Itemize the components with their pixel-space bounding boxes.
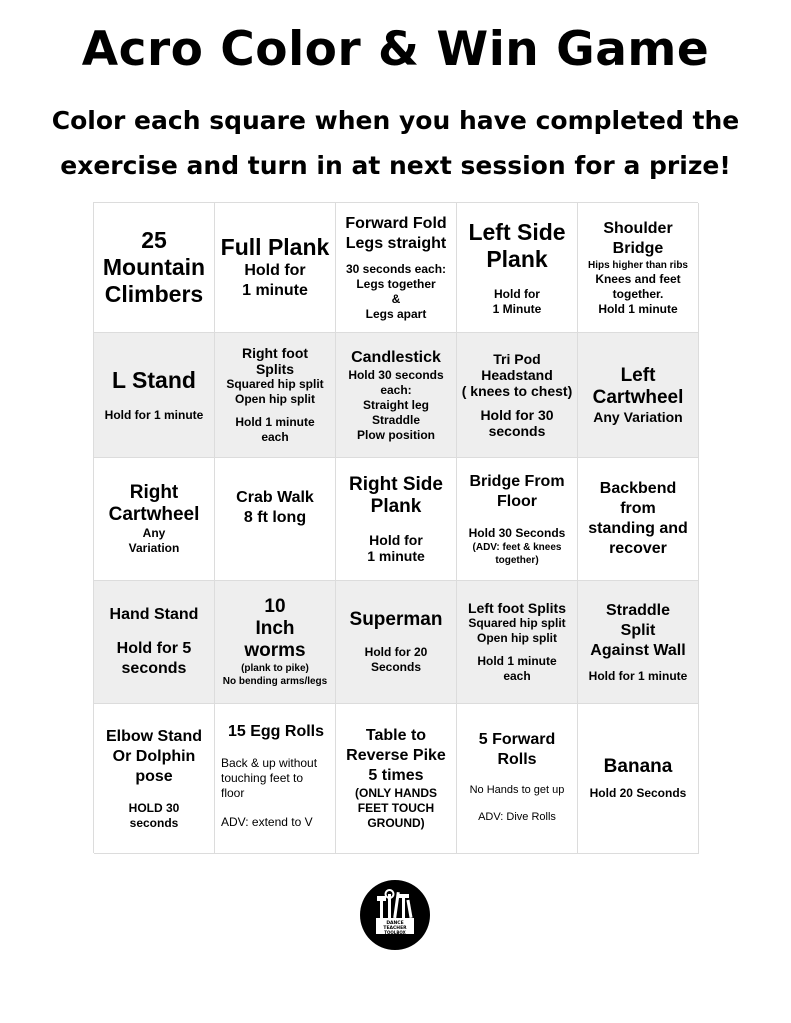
square-title: Table to Reverse Pike 5 times <box>346 727 446 784</box>
square-detail: Hold for 1 minute <box>588 668 688 683</box>
square-detail: Any Variation <box>128 526 180 555</box>
square-detail: HOLD 30 seconds <box>128 800 180 830</box>
square-mountain-climbers[interactable] <box>94 203 215 333</box>
square-detail: Hold 1 minute each <box>477 654 557 683</box>
square-title: Tri Pod Headstand ( knees to chest) <box>461 351 573 399</box>
square-left-side-plank[interactable] <box>457 203 578 333</box>
square-title: Crab Walk 8 ft long <box>236 489 314 526</box>
square-forward-rolls[interactable] <box>457 704 578 854</box>
square-title: 25 Mountain Climbers <box>102 227 206 307</box>
square-detail: Knees and feet together. Hold 1 minute <box>595 271 681 316</box>
square-title: 15 Egg Rolls <box>227 723 325 740</box>
square-title: Shoulder Bridge <box>603 219 673 257</box>
square-detail: Hold 30 seconds each: Straight leg Straddle Plow position <box>348 367 444 442</box>
square-title: Right foot Splits <box>241 345 309 377</box>
logo-text-line3: TOOLBOX <box>384 930 406 935</box>
square-forward-fold[interactable] <box>336 203 457 333</box>
square-title: Backbend from standing and recover <box>588 480 688 557</box>
square-note: (ADV: feet & knees together) <box>472 541 562 566</box>
square-title: Bridge From Floor <box>469 472 565 510</box>
square-detail: Squared hip split Open hip split <box>226 377 324 406</box>
square-superman[interactable] <box>336 581 457 704</box>
square-detail: Hold for 30 seconds <box>480 407 554 439</box>
square-detail: Hold for 1 minute <box>242 262 308 299</box>
square-shoulder-bridge[interactable] <box>578 203 699 333</box>
square-right-cartwheel[interactable] <box>94 458 215 581</box>
square-detail: Back & up without touching feet to floor <box>221 756 318 800</box>
square-detail: Hold 30 Seconds <box>468 525 566 540</box>
square-title: Superman <box>349 609 443 630</box>
square-title: Left Side Plank <box>468 218 566 272</box>
logo-text-line1: DANCE <box>386 921 404 926</box>
square-title: Right Cartwheel <box>108 482 200 525</box>
square-bridge-from-floor[interactable] <box>457 458 578 581</box>
square-left-foot-splits[interactable] <box>457 581 578 704</box>
square-detail: Squared hip split Open hip split <box>468 616 566 645</box>
square-title: Full Plank <box>220 234 330 260</box>
square-detail: Hold 1 minute each <box>235 415 315 444</box>
dance-teacher-toolbox-logo <box>360 880 430 950</box>
square-detail: Hold 20 Seconds <box>589 786 687 800</box>
square-inch-worms[interactable] <box>215 581 336 704</box>
square-title: 5 Forward Rolls <box>478 731 556 768</box>
square-title: Hand Stand <box>109 606 199 623</box>
square-banana[interactable] <box>578 704 699 854</box>
square-title: Straddle Split Against Wall <box>590 601 686 659</box>
square-detail: Hold for 20 Seconds <box>364 645 428 674</box>
square-tripod-headstand[interactable] <box>457 333 578 458</box>
square-detail: 30 seconds each: Legs together & Legs apart <box>345 261 447 321</box>
square-detail: (ONLY HANDS FEET TOUCH GROUND) <box>354 786 437 830</box>
square-egg-rolls[interactable] <box>215 704 336 854</box>
square-backbend[interactable] <box>578 458 699 581</box>
square-detail: Hold for 1 Minute <box>492 286 542 316</box>
square-detail: Any Variation <box>593 409 683 425</box>
square-title: Elbow Stand Or Dolphin pose <box>106 727 202 785</box>
square-title: Forward Fold Legs straight <box>345 214 447 252</box>
square-title: Right Side Plank <box>349 474 443 517</box>
square-table-to-reverse-pike[interactable] <box>336 704 457 854</box>
square-detail: ADV: extend to V <box>221 815 313 829</box>
square-hand-stand[interactable] <box>94 581 215 704</box>
square-detail: Hold for 1 minute <box>104 408 204 422</box>
square-candlestick[interactable] <box>336 333 457 458</box>
logo-text-line2: TEACHER <box>383 926 407 931</box>
square-detail: Hold for 1 minute <box>367 532 425 564</box>
square-title: Left foot Splits <box>468 600 566 616</box>
square-detail: ADV: Dive Rolls <box>478 811 556 823</box>
square-l-stand[interactable] <box>94 333 215 458</box>
square-crab-walk[interactable] <box>215 458 336 581</box>
bingo-grid <box>93 202 698 853</box>
square-title: Candlestick <box>351 348 441 366</box>
square-title: L Stand <box>112 367 196 393</box>
square-full-plank[interactable] <box>215 203 336 333</box>
square-right-side-plank[interactable] <box>336 458 457 581</box>
square-title: Banana <box>603 756 673 777</box>
square-detail: (plank to pike) No bending arms/legs <box>222 663 328 687</box>
square-left-cartwheel[interactable] <box>578 333 699 458</box>
square-straddle-split[interactable] <box>578 581 699 704</box>
square-note: Hips higher than ribs <box>587 259 688 271</box>
square-elbow-stand[interactable] <box>94 704 215 854</box>
square-title: 10 Inch worms <box>244 596 306 661</box>
square-detail: No Hands to get up <box>469 784 565 796</box>
square-detail: Hold for 5 seconds <box>116 640 192 677</box>
page-subtitle: Color each square when you have completed the exercise and turn in at next session for a prize! <box>51 106 740 180</box>
square-title: Left Cartwheel <box>592 365 684 408</box>
page-title: Acro Color & Win Game <box>81 22 710 77</box>
square-right-foot-splits[interactable] <box>215 333 336 458</box>
